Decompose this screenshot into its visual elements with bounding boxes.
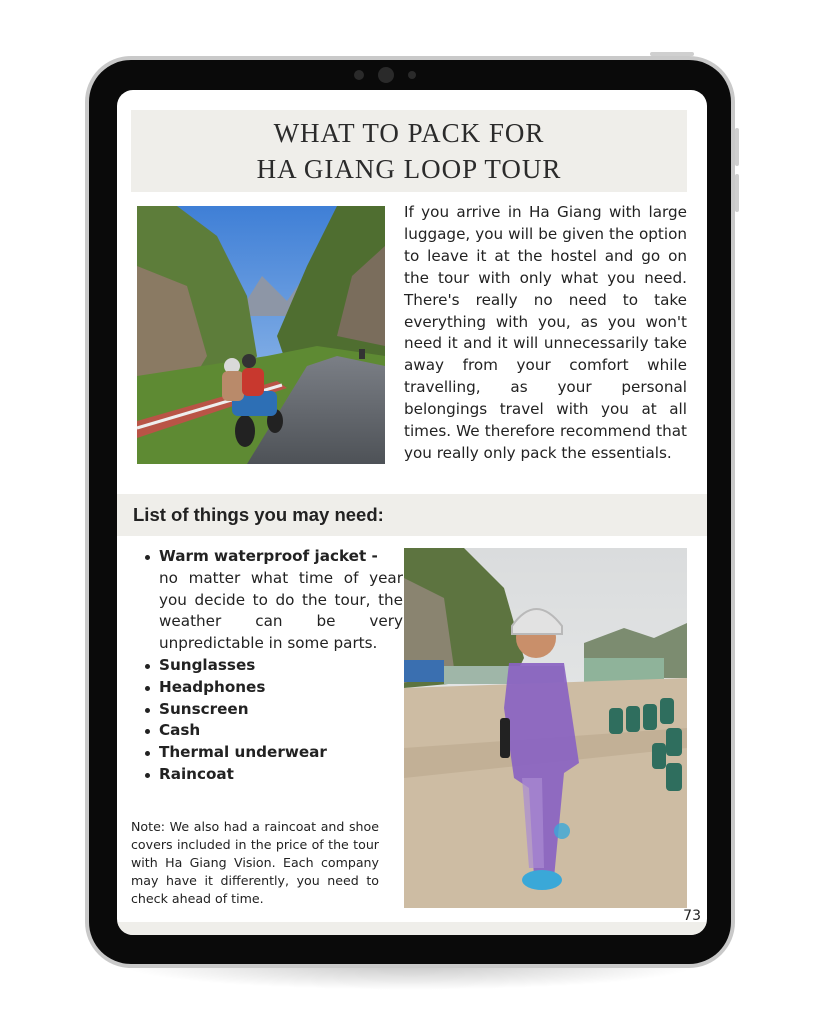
page-footer-band (117, 922, 707, 935)
raincoat-photo (404, 548, 687, 908)
list-item-label: Thermal underwear (159, 743, 327, 762)
list-item-label: Sunscreen (159, 699, 249, 718)
packing-list (135, 546, 403, 786)
mountain-road-image (137, 206, 385, 464)
list-heading-band (117, 494, 707, 536)
title-box (131, 110, 687, 192)
page-number: 73 (683, 908, 701, 924)
sensor-icon (354, 70, 364, 80)
screen (117, 90, 707, 935)
list-item (159, 546, 403, 655)
page-title-line-2: HA GIANG LOOP TOUR (256, 154, 562, 184)
list-heading: List of things you may need: (133, 504, 384, 525)
volume-down-button (735, 174, 739, 212)
list-item-label: Raincoat (159, 764, 234, 783)
raincoat-image (404, 548, 687, 908)
list-item-label: Warm waterproof jacket - (159, 547, 378, 565)
list-item (159, 720, 403, 742)
mountain-road-photo (137, 206, 385, 464)
intro-paragraph: If you arrive in Ha Giang with large luggage, you will be given the option to leave it at the hostel and go on the tour with only what you need. There's really no need to take everything with you, as you won't need it and it will unnecessarily take away from your comfort while travelling, as your personal belongings travel with you at all times. We therefore recommend that you really only pack the essentials. (404, 203, 687, 462)
list-item-label: Headphones (159, 677, 266, 696)
volume-up-button (735, 128, 739, 166)
page-title-line-1: WHAT TO PACK FOR (273, 118, 545, 148)
list-item-description: no matter what time of year you decide to do the tour, the weather can be very unpredictable in some parts. (159, 568, 403, 653)
list-item (159, 655, 403, 677)
camera-icon (378, 67, 394, 83)
list-item-label: Sunglasses (159, 655, 256, 674)
list-item (159, 742, 403, 764)
list-item (159, 677, 403, 699)
light-sensor-icon (408, 71, 416, 79)
note-text: Note: We also had a raincoat and shoe covers included in the price of the tour with Ha Giang Vision. Each company may have it differently, you need to check ahead of time. (131, 819, 379, 906)
top-button (650, 52, 694, 56)
list-item-label: Cash (159, 721, 201, 740)
list-item (159, 699, 403, 721)
list-item (159, 764, 403, 786)
